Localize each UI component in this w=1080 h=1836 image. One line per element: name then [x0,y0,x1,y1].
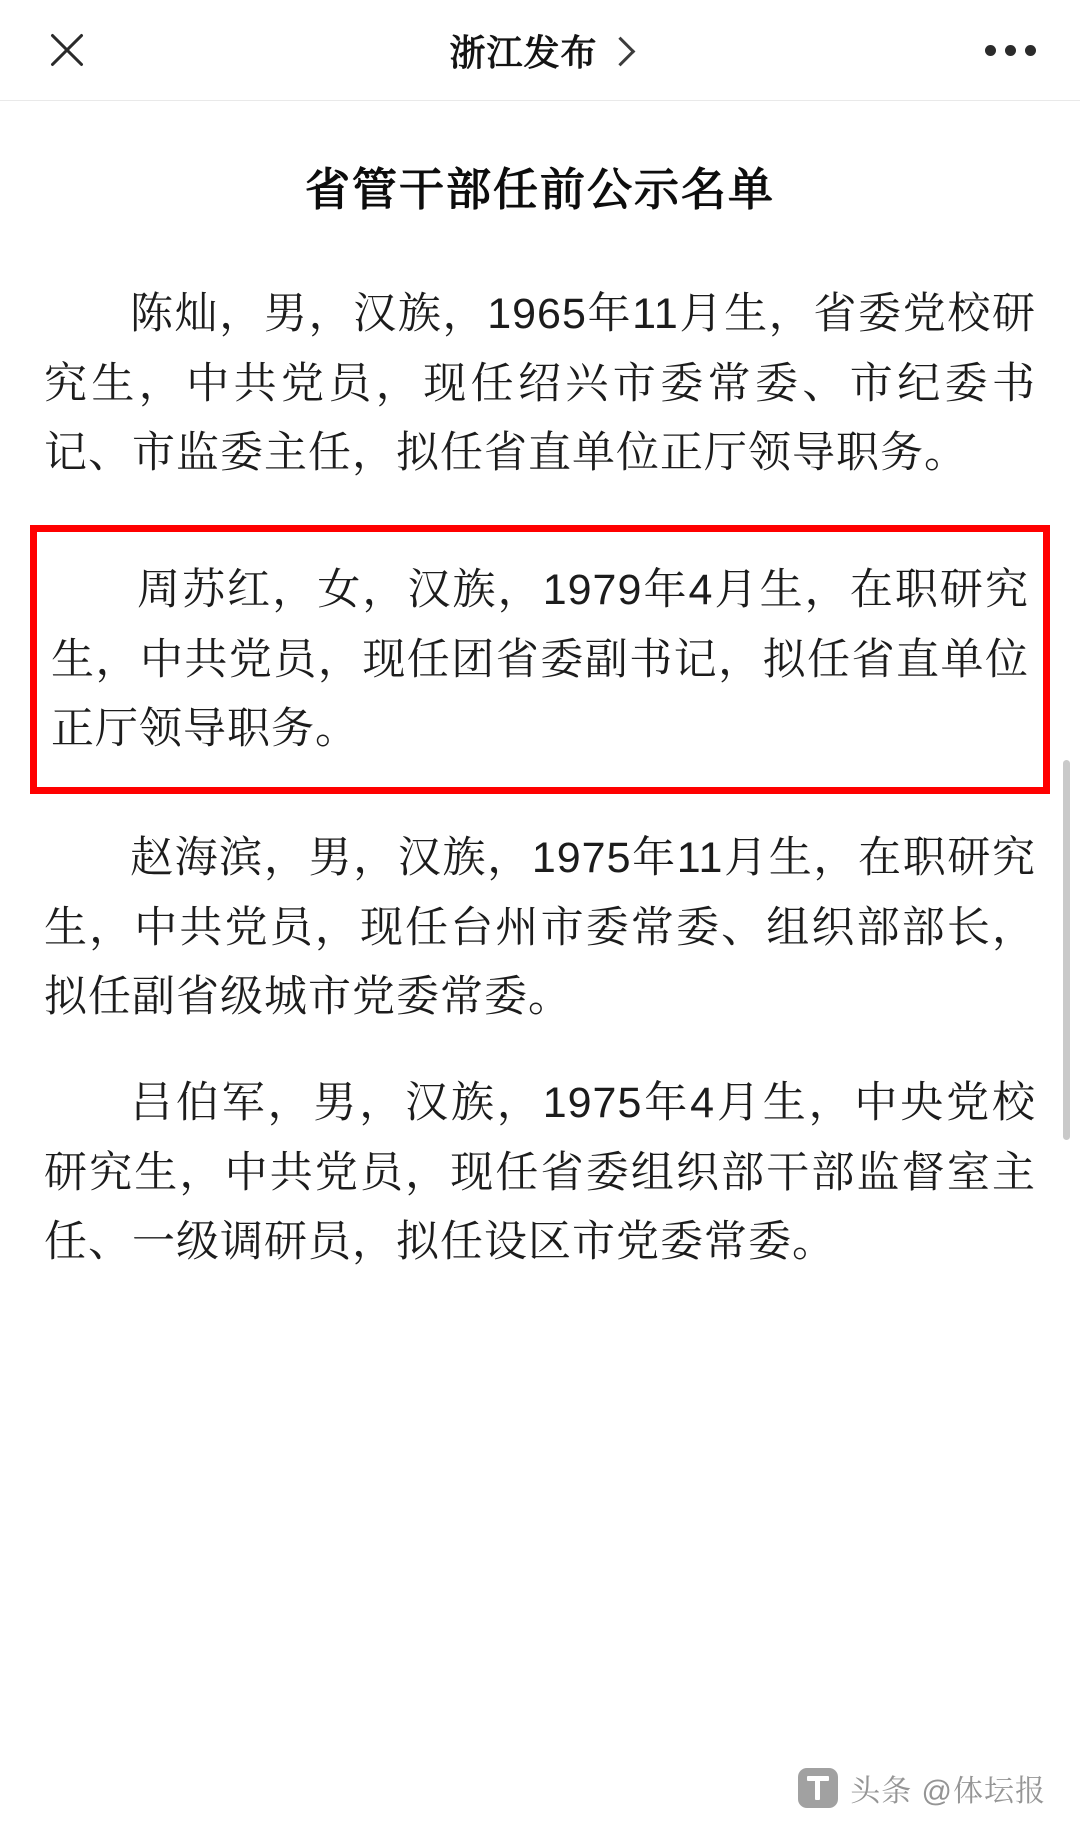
navbar-left-group [44,27,164,73]
chevron-right-icon [605,36,635,66]
top-navigation-bar [0,0,1080,100]
account-entry[interactable] [164,25,916,76]
more-options-icon[interactable] [985,45,1036,56]
navbar-right-group [916,45,1036,56]
close-icon[interactable] [44,27,90,73]
article-content [0,153,1080,1278]
watermark-label: 头条 @体坛报 [850,1775,1046,1808]
account-name: 浙江发布 [449,31,598,73]
article-paragraph-zhao-haibin: 赵海滨，男，汉族，1975年11月生，在职研究生，中共党员，现任台州市委常委、组织部部长，拟任副省级城市党委常委。 [44,833,1036,1022]
article-paragraph-chen-can: 陈灿，男，汉族，1965年11月生，省委党校研究生，中共党员，现任绍兴市委常委、市纪委书记、市监委主任，拟任省直单位正厅领导职务。 [44,290,1036,478]
article-paragraph-lv-bojun: 吕伯军，男，汉族，1975年4月生，中央党校研究生，中共党员，现任省委组织部干部监督室主任、一级调研员，拟任设区市党委常委。 [44,1078,1036,1267]
toutiao-logo-icon [798,1768,838,1808]
navbar-divider [0,100,1080,101]
vertical-scrollbar[interactable] [1063,760,1070,1140]
watermark [798,1766,1046,1810]
article-paragraph-zhou-suhong-highlighted: 周苏红，女，汉族，1979年4月生，在职研究生，中共党员，现任团省委副书记，拟任省直单位正厅领导职务。 [30,525,1050,794]
page-title: 省管干部任前公示名单 [304,164,775,215]
